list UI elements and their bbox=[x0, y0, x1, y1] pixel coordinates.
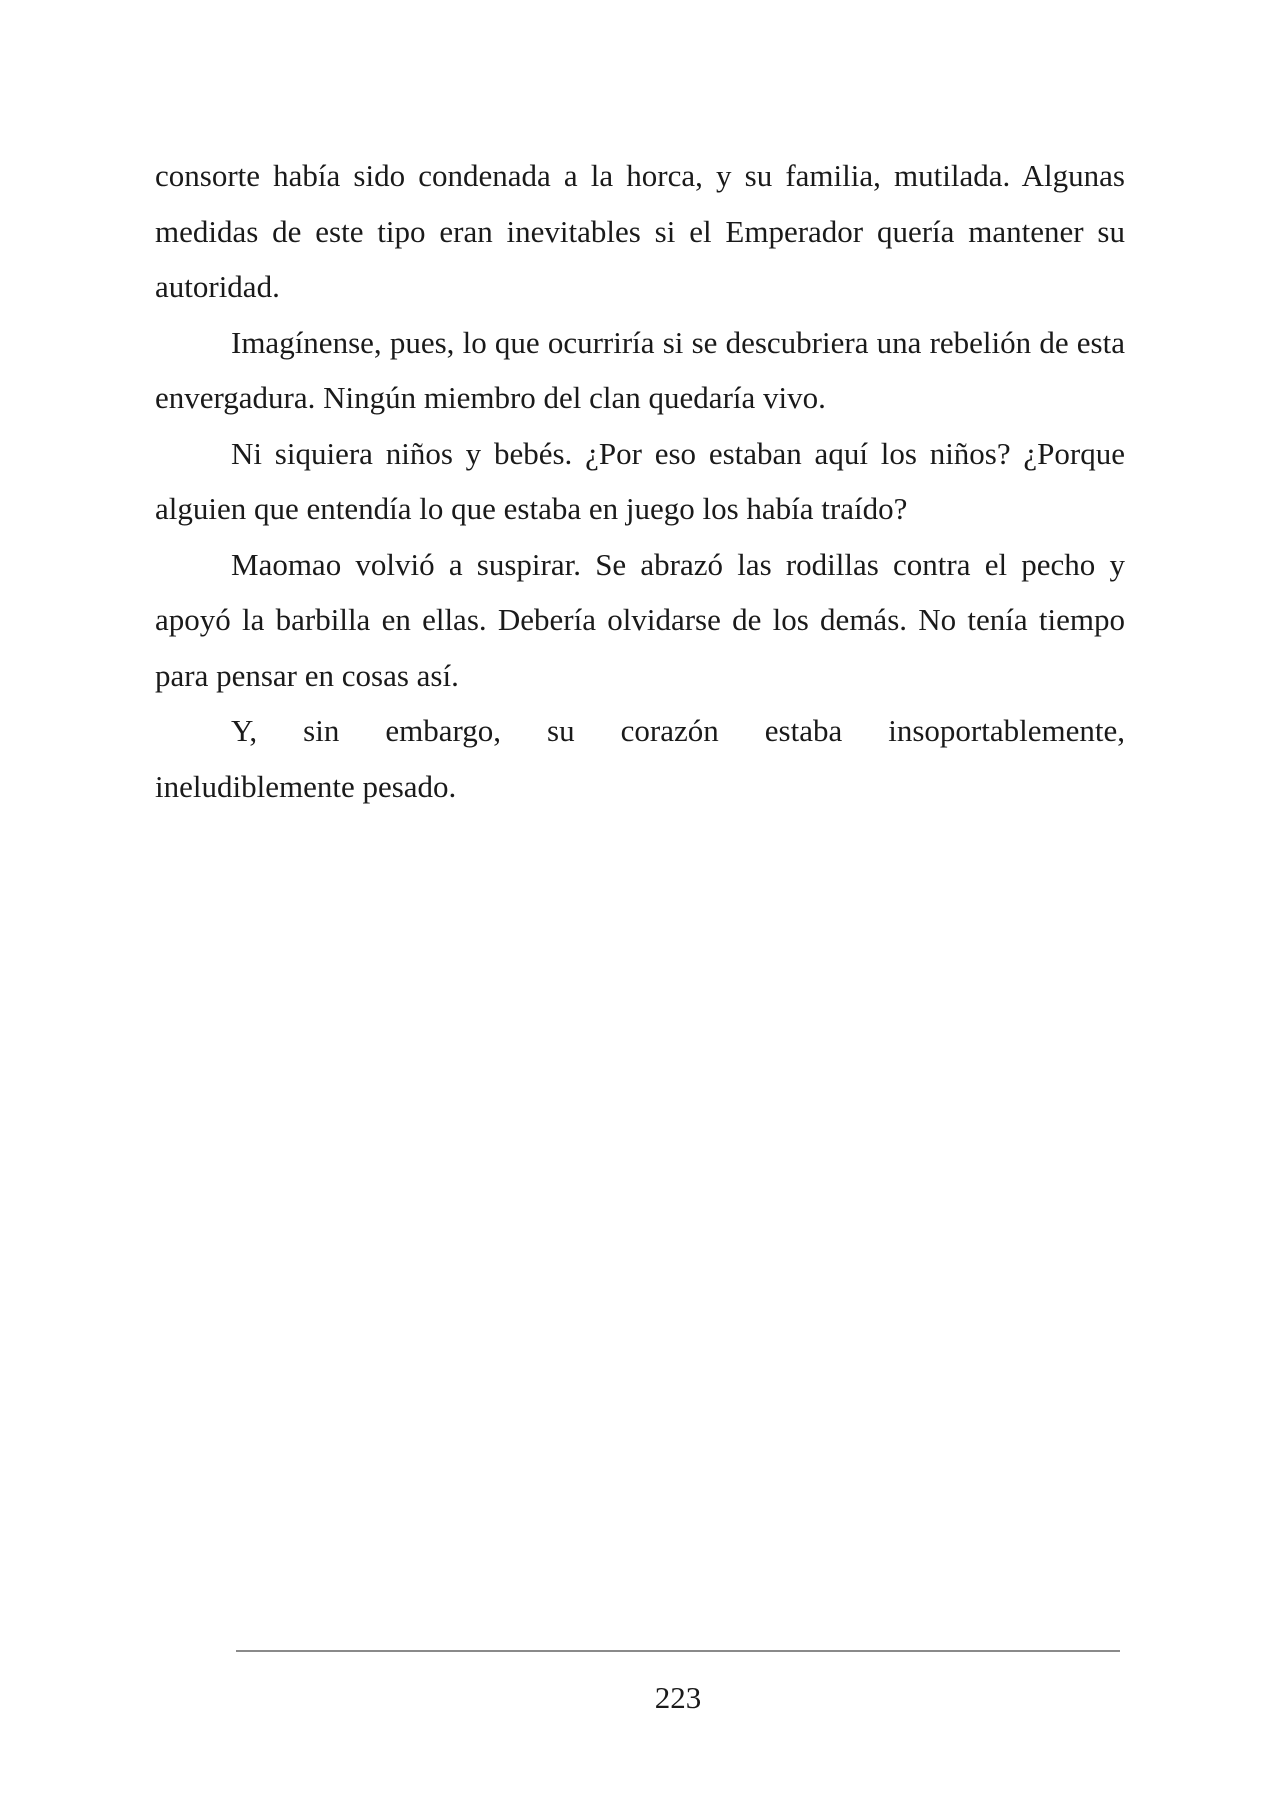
body-text bbox=[155, 148, 1125, 814]
page-number: 223 bbox=[654, 1680, 702, 1715]
paragraph: Maomao volvió a suspirar. Se abrazó las rodillas contra el pecho y apoyó la barbilla en ellas. Debería olvidarse de los demás. No tenía tiempo para pensar en cosas así. bbox=[155, 546, 1125, 693]
paragraph: Ni siquiera niños y bebés. ¿Por eso estaban aquí los niños? ¿Porque alguien que entendía lo que estaba en juego los había traído? bbox=[155, 435, 1125, 526]
paragraph: Y, sin embargo, su corazón estaba insoportablemente, bbox=[231, 713, 1125, 748]
footer-divider bbox=[236, 1650, 1120, 1652]
paragraph-continuation: consorte había sido condenada a la horca, y su familia, mutilada. Algunas medidas de este tipo eran inevitables si el Emperador quería mantener su autoridad. bbox=[155, 158, 1125, 304]
paragraph: Imagínense, pues, lo que ocurriría si se descubriera una rebelión de esta envergadura. Ningún miembro del clan quedaría vivo. bbox=[155, 324, 1125, 415]
paragraph-end-line: ineludiblemente pesado. bbox=[155, 768, 457, 804]
